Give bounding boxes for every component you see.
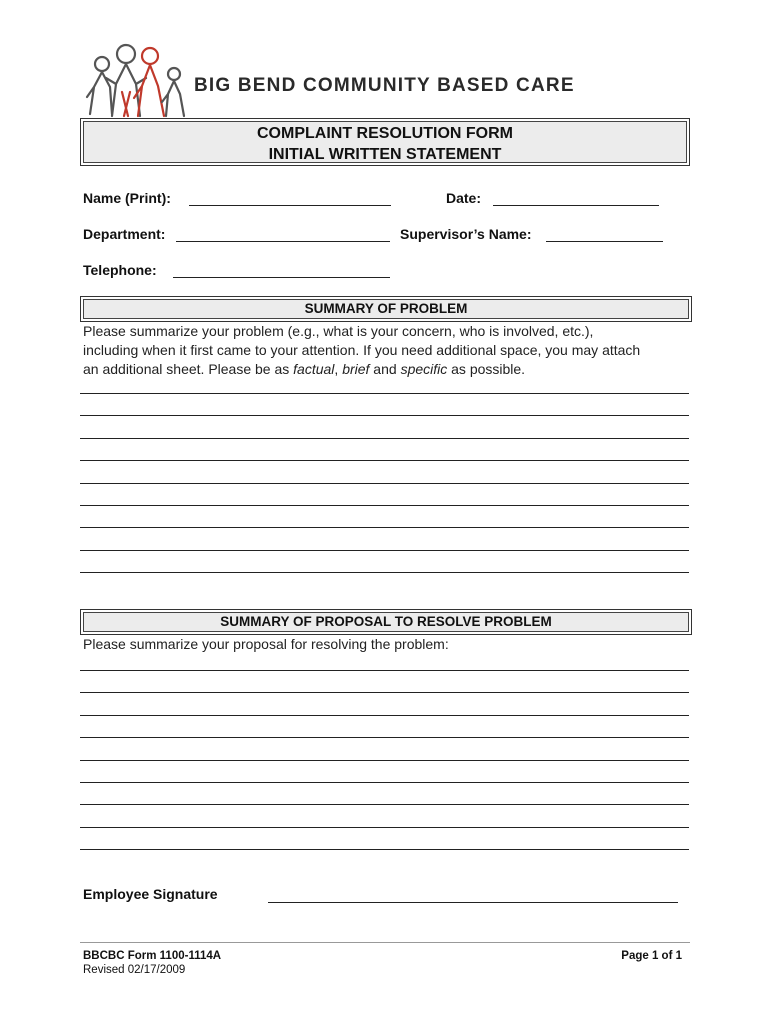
problem-instructions — [83, 322, 640, 379]
proposal-instruction: Please summarize your proposal for resolving the problem: — [83, 636, 449, 652]
writing-line[interactable] — [80, 692, 689, 693]
name-field[interactable] — [189, 205, 391, 206]
telephone-label: Telephone: — [83, 262, 157, 278]
writing-line[interactable] — [80, 527, 689, 528]
page-number: Page 1 of 1 — [621, 950, 682, 962]
writing-line[interactable] — [80, 760, 689, 761]
writing-line[interactable] — [80, 827, 689, 828]
writing-line[interactable] — [80, 737, 689, 738]
writing-line[interactable] — [80, 715, 689, 716]
date-label: Date: — [446, 190, 482, 206]
signature-field[interactable] — [268, 902, 678, 903]
telephone-field[interactable] — [173, 277, 390, 278]
footer-divider — [80, 942, 690, 943]
writing-line[interactable] — [80, 483, 689, 484]
family-figures-icon — [82, 42, 192, 120]
writing-line[interactable] — [80, 505, 689, 506]
supervisor-label: Supervisor’s Name: — [400, 226, 532, 242]
writing-line[interactable] — [80, 550, 689, 551]
proposal-section-heading: SUMMARY OF PROPOSAL TO RESOLVE PROBLEM — [80, 609, 692, 635]
writing-line[interactable] — [80, 460, 689, 461]
date-field[interactable] — [493, 205, 659, 206]
revision-date: Revised 02/17/2009 — [83, 964, 186, 976]
writing-line[interactable] — [80, 572, 689, 573]
form-subtitle: INITIAL WRITTEN STATEMENT — [268, 146, 502, 163]
form-number: BBCBC Form 1100-1114A — [83, 950, 222, 962]
problem-instruction-line: including when it first came to your attention. If you need additional space, you may attach — [83, 342, 641, 358]
supervisor-field[interactable] — [546, 241, 663, 242]
name-label: Name (Print): — [83, 190, 171, 206]
form-title: COMPLAINT RESOLUTION FORM — [257, 125, 513, 142]
organization-logo — [82, 42, 690, 120]
signature-label: Employee Signature — [83, 886, 218, 902]
form-title-box — [80, 118, 690, 166]
department-label: Department: — [83, 226, 166, 242]
problem-section-heading: SUMMARY OF PROBLEM — [80, 296, 692, 322]
organization-name: BIG BEND COMMUNITY BASED CARE — [194, 75, 575, 96]
problem-instruction-line: Please summarize your problem (e.g., what is your concern, who is involved, etc.), — [83, 323, 594, 339]
problem-instruction-line: an additional sheet. Please be as factual, brief and specific as possible. — [83, 361, 526, 377]
writing-line[interactable] — [80, 782, 689, 783]
writing-line[interactable] — [80, 849, 689, 850]
writing-line[interactable] — [80, 393, 689, 394]
writing-line[interactable] — [80, 804, 689, 805]
writing-line[interactable] — [80, 415, 689, 416]
writing-line[interactable] — [80, 670, 689, 671]
department-field[interactable] — [176, 241, 390, 242]
writing-line[interactable] — [80, 438, 689, 439]
